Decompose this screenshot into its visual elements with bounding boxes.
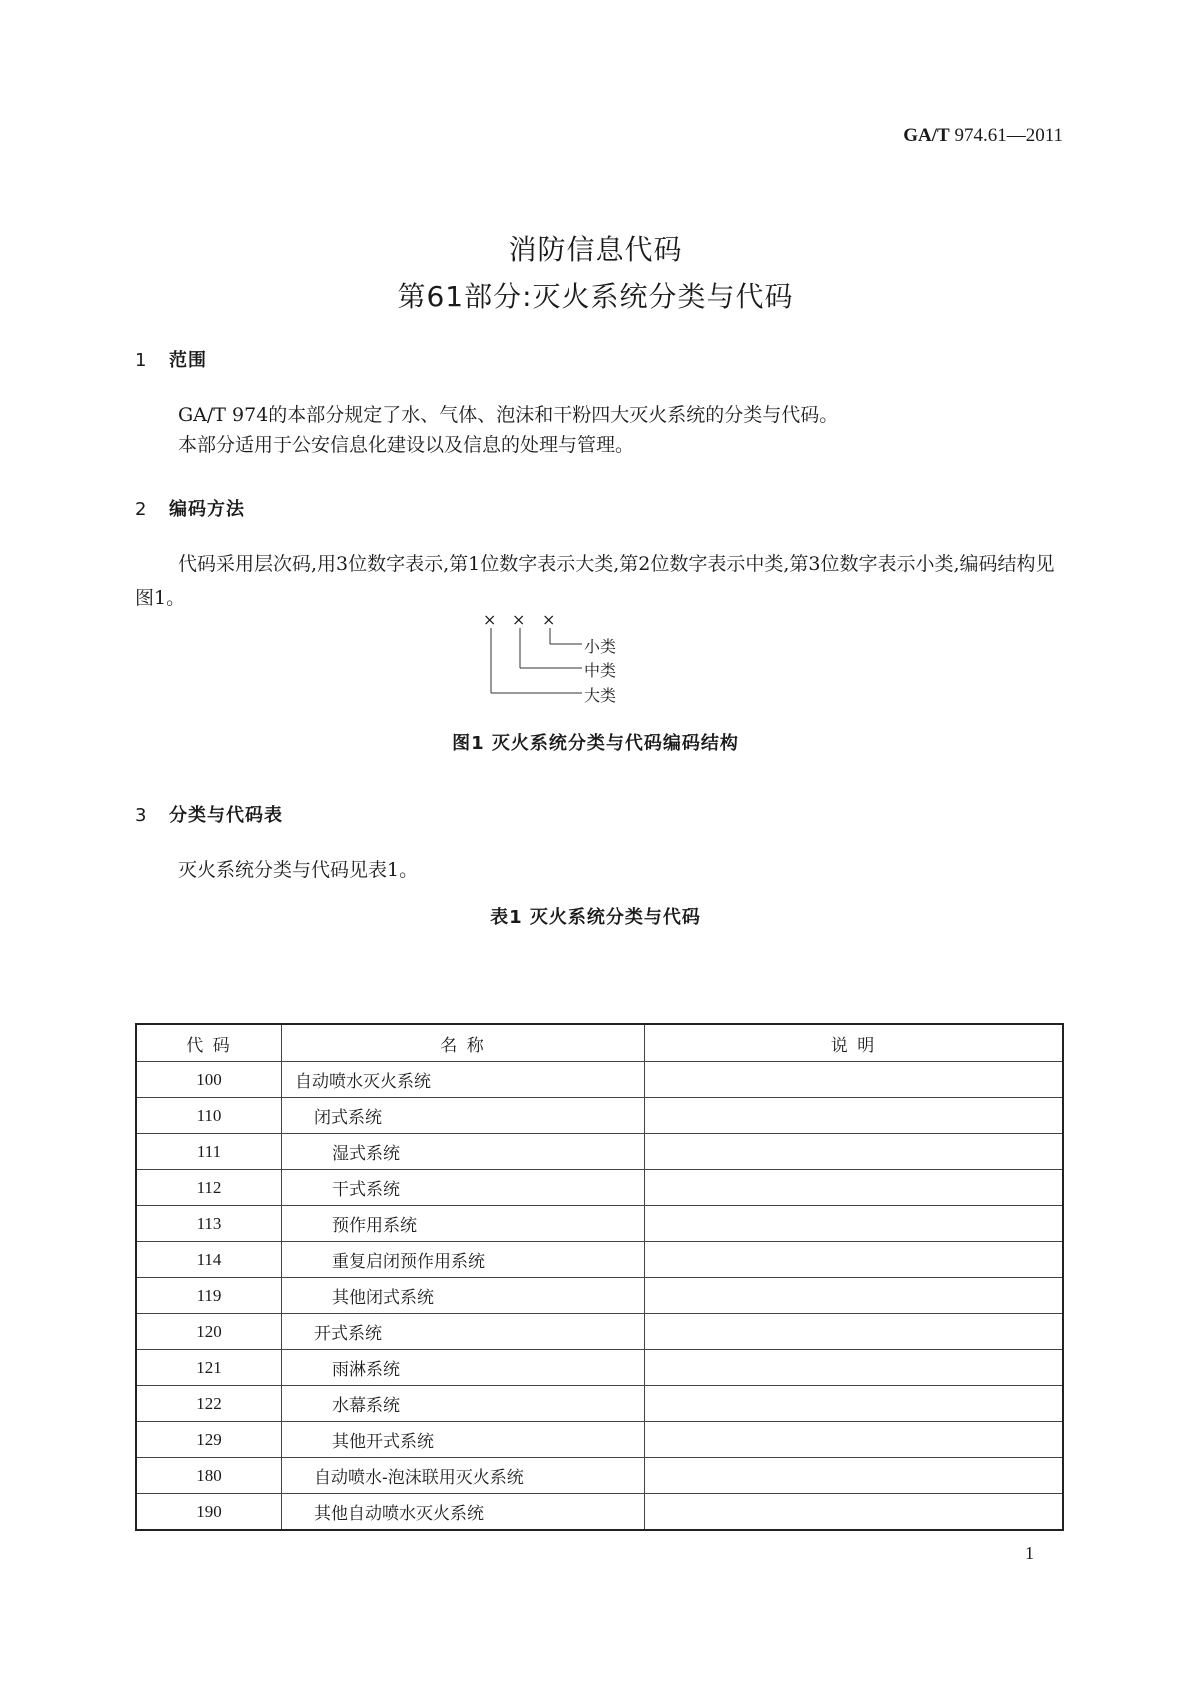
table-row — [136, 1134, 1063, 1170]
cell-description — [645, 1134, 1064, 1170]
cell-code: 100 — [136, 1062, 282, 1098]
page-number: 1 — [1025, 1543, 1034, 1563]
cell-name — [282, 1206, 645, 1242]
cell-name — [282, 1386, 645, 1422]
cell-name — [282, 1134, 645, 1170]
cell-name-text: 预作用系统 — [332, 1216, 417, 1236]
table-row — [136, 1098, 1063, 1134]
cell-name — [282, 1170, 645, 1206]
code-structure-figure — [480, 610, 680, 710]
cell-code: 114 — [136, 1242, 282, 1278]
cell-code: 190 — [136, 1494, 282, 1531]
section-number: 2 — [135, 499, 148, 520]
cell-code: 112 — [136, 1170, 282, 1206]
cell-code: 122 — [136, 1386, 282, 1422]
cell-code: 120 — [136, 1314, 282, 1350]
cell-name — [282, 1062, 645, 1098]
cell-code: 121 — [136, 1350, 282, 1386]
standard-prefix: GA/T — [903, 125, 950, 146]
classification-table-wrap — [135, 1023, 1064, 1531]
cell-code: 110 — [136, 1098, 282, 1134]
table-row — [136, 1350, 1063, 1386]
cell-description — [645, 1422, 1064, 1458]
cell-description — [645, 1458, 1064, 1494]
digit-mark-3: × — [542, 610, 556, 629]
header-name: 名 称 — [282, 1024, 645, 1062]
cell-description — [645, 1170, 1064, 1206]
cell-name-text: 其他开式系统 — [332, 1432, 434, 1452]
cell-name-text: 其他闭式系统 — [332, 1288, 434, 1308]
table-row — [136, 1170, 1063, 1206]
cell-code: 180 — [136, 1458, 282, 1494]
table-row — [136, 1242, 1063, 1278]
cell-description — [645, 1206, 1064, 1242]
table-row — [136, 1494, 1063, 1531]
digit-mark-2: × — [512, 610, 526, 629]
label-minor-class: 小类 — [584, 637, 617, 656]
table-row — [136, 1422, 1063, 1458]
cell-name-text: 湿式系统 — [332, 1144, 400, 1164]
cell-name-text: 闭式系统 — [314, 1108, 382, 1128]
cell-name-text: 开式系统 — [314, 1324, 382, 1344]
digit-mark-1: × — [483, 610, 497, 629]
section-title: 分类与代码表 — [169, 805, 283, 826]
cell-description — [645, 1242, 1064, 1278]
paragraph: 灭火系统分类与代码见表1。 — [178, 859, 419, 881]
cell-description — [645, 1278, 1064, 1314]
cell-name — [282, 1422, 645, 1458]
label-major-class: 大类 — [584, 686, 617, 705]
cell-description — [645, 1386, 1064, 1422]
table-row — [136, 1314, 1063, 1350]
cell-name — [282, 1098, 645, 1134]
cell-description — [645, 1098, 1064, 1134]
standard-code: 974.61—2011 — [954, 125, 1063, 146]
paragraph: 代码采用层次码,用3位数字表示,第1位数字表示大类,第2位数字表示中类,第3位数字表示小类,编码结构见图1。 — [135, 553, 1055, 609]
table-row — [136, 1386, 1063, 1422]
section-number: 1 — [135, 350, 148, 371]
cell-description — [645, 1062, 1064, 1098]
header-code: 代 码 — [136, 1024, 282, 1062]
cell-name — [282, 1494, 645, 1531]
header-description: 说 明 — [645, 1024, 1064, 1062]
document-subtitle: 第61部分:灭火系统分类与代码 — [397, 280, 794, 313]
cell-description — [645, 1314, 1064, 1350]
cell-name-text: 重复启闭预作用系统 — [332, 1252, 485, 1272]
standard-number — [0, 125, 1063, 147]
section-heading-2 — [135, 495, 245, 521]
table-row — [136, 1062, 1063, 1098]
section-title: 范围 — [169, 350, 207, 371]
cell-name — [282, 1350, 645, 1386]
cell-name-text: 自动喷水-泡沫联用灭火系统 — [314, 1468, 524, 1488]
table-body — [136, 1062, 1063, 1531]
label-middle-class: 中类 — [584, 661, 617, 680]
cell-name — [282, 1242, 645, 1278]
paragraph: 本部分适用于公安信息化建设以及信息的处理与管理。 — [178, 434, 635, 456]
table-row — [136, 1278, 1063, 1314]
cell-code: 113 — [136, 1206, 282, 1242]
cell-name-text: 雨淋系统 — [332, 1360, 400, 1380]
cell-name-text: 水幕系统 — [332, 1396, 400, 1416]
cell-name-text: 自动喷水灭火系统 — [295, 1072, 431, 1092]
cell-description — [645, 1494, 1064, 1531]
cell-description — [645, 1350, 1064, 1386]
cell-name-text: 干式系统 — [332, 1180, 400, 1200]
section-title: 编码方法 — [169, 499, 245, 520]
cell-code: 129 — [136, 1422, 282, 1458]
cell-name-text: 其他自动喷水灭火系统 — [314, 1504, 484, 1524]
cell-name — [282, 1278, 645, 1314]
section-heading-1 — [135, 346, 207, 372]
section-number: 3 — [135, 805, 148, 826]
section-heading-3 — [135, 801, 283, 827]
table-row — [136, 1206, 1063, 1242]
cell-name — [282, 1314, 645, 1350]
figure-caption: 图1 灭火系统分类与代码编码结构 — [452, 733, 739, 754]
paragraph: GA/T 974的本部分规定了水、气体、泡沫和干粉四大灭火系统的分类与代码。 — [178, 404, 839, 426]
code-structure-diagram — [480, 610, 680, 710]
table-caption: 表1 灭火系统分类与代码 — [490, 907, 701, 928]
cell-code: 119 — [136, 1278, 282, 1314]
document-title: 消防信息代码 — [508, 233, 683, 266]
table-header-row — [136, 1024, 1063, 1062]
classification-table — [135, 1023, 1064, 1531]
cell-code: 111 — [136, 1134, 282, 1170]
cell-name — [282, 1458, 645, 1494]
table-row — [136, 1458, 1063, 1494]
